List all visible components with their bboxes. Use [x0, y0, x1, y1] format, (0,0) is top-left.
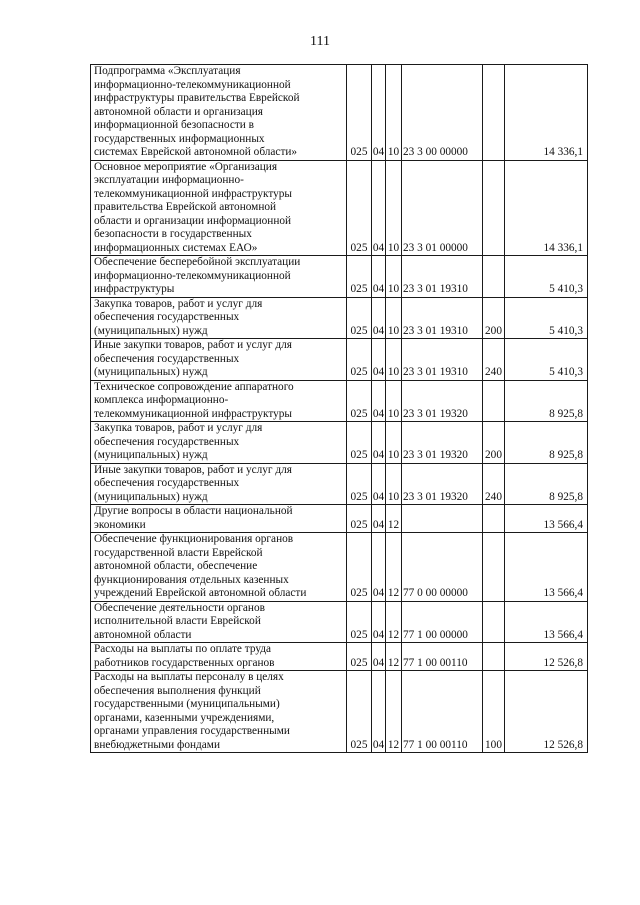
amount: 14 336,1 — [505, 65, 588, 161]
section-code: 04 — [372, 533, 386, 602]
section-code: 04 — [372, 422, 386, 464]
target-article-code: 77 1 00 00000 — [402, 601, 483, 643]
expense-type-code — [483, 256, 505, 298]
subsection-code: 10 — [386, 463, 402, 505]
target-article-code — [402, 505, 483, 533]
table-row — [91, 297, 588, 339]
administrator-code: 025 — [347, 643, 372, 671]
table-row — [91, 339, 588, 381]
expense-item-name: Закупка товаров, работ и услуг для обеспечения государственных (муниципальных) нужд — [91, 297, 347, 339]
section-code: 04 — [372, 505, 386, 533]
table-row — [91, 533, 588, 602]
target-article-code: 23 3 01 00000 — [402, 160, 483, 256]
table-row — [91, 256, 588, 298]
expense-item-name: Иные закупки товаров, работ и услуг для обеспечения государственных (муниципальных) нужд — [91, 463, 347, 505]
administrator-code: 025 — [347, 505, 372, 533]
target-article-code: 23 3 01 19310 — [402, 256, 483, 298]
page-number: 111 — [310, 34, 330, 49]
expense-item-name: Техническое сопровождение аппаратного комплекса информационно- телекоммуникационной инфраструктуры — [91, 380, 347, 422]
subsection-code: 12 — [386, 643, 402, 671]
subsection-code: 12 — [386, 671, 402, 753]
expense-type-code: 240 — [483, 339, 505, 381]
target-article-code: 23 3 01 19320 — [402, 463, 483, 505]
section-code: 04 — [372, 601, 386, 643]
subsection-code: 10 — [386, 256, 402, 298]
section-code: 04 — [372, 65, 386, 161]
administrator-code: 025 — [347, 533, 372, 602]
administrator-code: 025 — [347, 671, 372, 753]
expense-type-code — [483, 65, 505, 161]
subsection-code: 10 — [386, 380, 402, 422]
amount: 13 566,4 — [505, 505, 588, 533]
target-article-code: 23 3 01 19310 — [402, 339, 483, 381]
section-code: 04 — [372, 297, 386, 339]
section-code: 04 — [372, 463, 386, 505]
table-row — [91, 380, 588, 422]
amount: 8 925,8 — [505, 463, 588, 505]
amount: 13 566,4 — [505, 601, 588, 643]
administrator-code: 025 — [347, 160, 372, 256]
table-row — [91, 422, 588, 464]
administrator-code: 025 — [347, 380, 372, 422]
subsection-code: 10 — [386, 339, 402, 381]
expense-type-code — [483, 643, 505, 671]
expense-type-code — [483, 160, 505, 256]
expense-type-code: 100 — [483, 671, 505, 753]
subsection-code: 10 — [386, 160, 402, 256]
amount: 5 410,3 — [505, 297, 588, 339]
expense-item-name: Расходы на выплаты персоналу в целях обеспечения выполнения функций государственными (муниципальными) органами, казенными учреждениями, органами управления государственными внебюджетными фондами — [91, 671, 347, 753]
section-code: 04 — [372, 256, 386, 298]
subsection-code: 12 — [386, 505, 402, 533]
subsection-code: 12 — [386, 533, 402, 602]
administrator-code: 025 — [347, 339, 372, 381]
subsection-code: 12 — [386, 601, 402, 643]
subsection-code: 10 — [386, 65, 402, 161]
expense-type-code: 240 — [483, 463, 505, 505]
administrator-code: 025 — [347, 601, 372, 643]
amount: 13 566,4 — [505, 533, 588, 602]
expense-item-name: Обеспечение функционирования органов государственной власти Еврейской автономной области, обеспечение функционирования отдельных казенных учреждений Еврейской автономной области — [91, 533, 347, 602]
table-row — [91, 643, 588, 671]
administrator-code: 025 — [347, 297, 372, 339]
table-row — [91, 65, 588, 161]
amount: 14 336,1 — [505, 160, 588, 256]
expense-item-name: Закупка товаров, работ и услуг для обеспечения государственных (муниципальных) нужд — [91, 422, 347, 464]
amount: 8 925,8 — [505, 380, 588, 422]
budget-table-body — [91, 65, 588, 753]
target-article-code: 23 3 01 19320 — [402, 380, 483, 422]
table-row — [91, 671, 588, 753]
expense-type-code — [483, 601, 505, 643]
table-row — [91, 601, 588, 643]
administrator-code: 025 — [347, 256, 372, 298]
section-code: 04 — [372, 380, 386, 422]
expense-item-name: Обеспечение деятельности органов исполнительной власти Еврейской автономной области — [91, 601, 347, 643]
administrator-code: 025 — [347, 463, 372, 505]
expense-type-code: 200 — [483, 422, 505, 464]
subsection-code: 10 — [386, 297, 402, 339]
administrator-code: 025 — [347, 65, 372, 161]
amount: 8 925,8 — [505, 422, 588, 464]
amount: 12 526,8 — [505, 671, 588, 753]
target-article-code: 23 3 01 19320 — [402, 422, 483, 464]
expense-type-code: 200 — [483, 297, 505, 339]
target-article-code: 23 3 01 19310 — [402, 297, 483, 339]
target-article-code: 77 0 00 00000 — [402, 533, 483, 602]
section-code: 04 — [372, 643, 386, 671]
target-article-code: 77 1 00 00110 — [402, 671, 483, 753]
expense-type-code — [483, 505, 505, 533]
section-code: 04 — [372, 339, 386, 381]
amount: 12 526,8 — [505, 643, 588, 671]
expense-type-code — [483, 533, 505, 602]
expense-item-name: Обеспечение бесперебойной эксплуатации информационно-телекоммуникационной инфраструктуры — [91, 256, 347, 298]
table-row — [91, 463, 588, 505]
table-row — [91, 505, 588, 533]
expense-type-code — [483, 380, 505, 422]
budget-table — [90, 64, 588, 753]
target-article-code: 77 1 00 00110 — [402, 643, 483, 671]
section-code: 04 — [372, 160, 386, 256]
table-row — [91, 160, 588, 256]
administrator-code: 025 — [347, 422, 372, 464]
amount: 5 410,3 — [505, 339, 588, 381]
section-code: 04 — [372, 671, 386, 753]
amount: 5 410,3 — [505, 256, 588, 298]
expense-item-name: Расходы на выплаты по оплате труда работников государственных органов — [91, 643, 347, 671]
expense-item-name: Основное мероприятие «Организация эксплуатации информационно- телекоммуникационной инфраструктуры правительства Еврейской автономной области и организации информационной безопасности в государственных информационных системах ЕАО» — [91, 160, 347, 256]
expense-item-name: Иные закупки товаров, работ и услуг для обеспечения государственных (муниципальных) нужд — [91, 339, 347, 381]
target-article-code: 23 3 00 00000 — [402, 65, 483, 161]
expense-item-name: Другие вопросы в области национальной экономики — [91, 505, 347, 533]
subsection-code: 10 — [386, 422, 402, 464]
expense-item-name: Подпрограмма «Эксплуатация информационно-телекоммуникационной инфраструктуры правительства Еврейской автономной области и организация информационной безопасности в государственных информационных системах Еврейской автономной области» — [91, 65, 347, 161]
